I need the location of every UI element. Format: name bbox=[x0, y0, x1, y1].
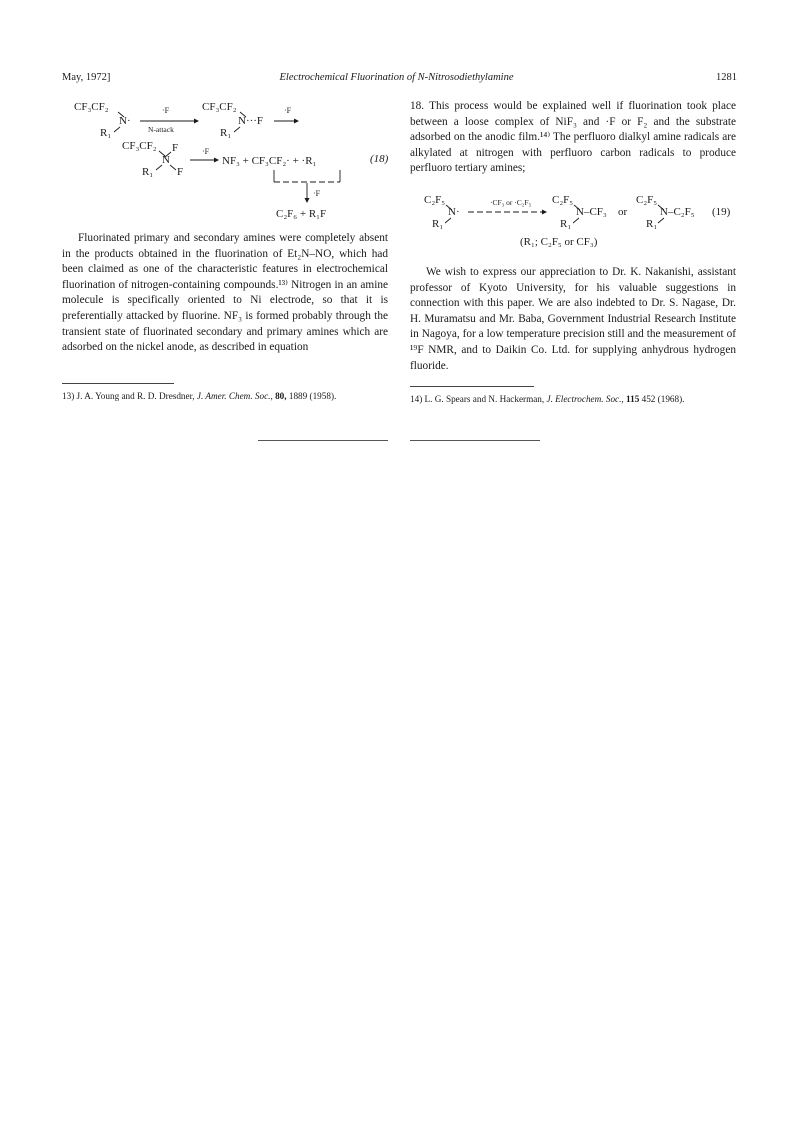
s19-product1-r: R₁ bbox=[560, 218, 572, 230]
footnote-14-number: 14) bbox=[410, 394, 423, 404]
s18-r2-f-top: F bbox=[172, 142, 179, 154]
footnote-13-volume: 80, bbox=[275, 391, 287, 401]
s18-r1-arrow2-head bbox=[294, 119, 299, 124]
footnote-14-journal: J. Electrochem. Soc., bbox=[546, 394, 624, 404]
header-page-number: 1281 bbox=[716, 72, 737, 83]
footnote-14 bbox=[410, 393, 736, 405]
footnote-rule-left bbox=[62, 383, 174, 384]
s18-r2-products: NF₃ + CF₃CF₂· + ·R₁ bbox=[222, 155, 317, 167]
header-date: May, 1972] bbox=[62, 72, 111, 83]
footnote-13-pages: 1889 (1958). bbox=[288, 391, 337, 401]
s19-bond bbox=[573, 218, 579, 223]
s19-reactant-group: C₂F₅ bbox=[424, 194, 446, 206]
right-column bbox=[410, 99, 736, 177]
s19-product2-r: R₁ bbox=[646, 218, 658, 230]
s19-bond bbox=[445, 218, 451, 223]
footnote-14-volume: 115 bbox=[626, 394, 640, 404]
s18-r3-products: C₂F₆ + R₁F bbox=[276, 208, 327, 220]
s19-product1-group: C₂F₅ bbox=[552, 194, 574, 206]
acknowledgment-text: We wish to express our appreciation to Dr. K. Nakanishi, assistant professor of Kyoto University, for his valuable suggestions in connection with this paper. We are also indebted to Dr. S. Nagase, Dr. H. Muramatsu and Mr. Baba, Government Industrial Research Institute in Nagoya, for a low temperature precision still and the measurement of ¹⁹F NMR, and to Daikin Co. Ltd. for supplying anhydrous hydrogen fluoride. bbox=[410, 266, 736, 372]
s18-r1-reactant-r: R₁ bbox=[100, 127, 112, 139]
s18-r2-group: CF₃CF₂ bbox=[122, 140, 157, 152]
end-rule-right bbox=[410, 440, 540, 441]
s18-r1-arrowhead bbox=[194, 119, 199, 124]
left-paragraph: Fluorinated primary and secondary amines were completely absent in the products obtained in the fluorination of Et₂N–NO, which had been claimed as one of the characteristic features in electrochemical fluorination of nitrogen-containing compounds.¹³⁾ Nitrogen in an amine molecule is specifically oriented to Ni electrode, so that it is preferentially attacked by fluorine. NF₃ is formed probably through the transient state of fluorinated secondary and primary amines which are adsorbed on the nickel anode, as described in equation bbox=[62, 232, 388, 354]
s19-reactant-n: N· bbox=[448, 206, 460, 218]
left-column bbox=[62, 231, 388, 356]
s19-note: (R₁; C₂F₅ or CF₃) bbox=[520, 236, 598, 248]
s19-arrowhead bbox=[542, 210, 547, 215]
s18-r1-product-group: CF₃CF₂ bbox=[202, 101, 237, 113]
end-rule-left bbox=[258, 440, 388, 441]
right-paragraph: 18. This process would be explained well if fluorination took place between a loose complex of NiF₃ and ·F or F₂ and the substrate adsorbed on the anodic film.¹⁴⁾ The perfluoro dialkyl amine radicals are alkylated at nitrogen with perfluoro carbon radicals to produce perfluoro tertiary amines; bbox=[410, 100, 736, 175]
s19-reactant-r: R₁ bbox=[432, 218, 444, 230]
s18-r1-arrow2-label: ·F bbox=[284, 106, 292, 115]
s18-bond bbox=[156, 165, 162, 170]
s18-bond bbox=[170, 165, 176, 170]
s18-r2-n: N bbox=[162, 154, 170, 166]
s19-product1-n: N–CF₃ bbox=[576, 206, 607, 218]
s18-r2-r: R₁ bbox=[142, 166, 154, 178]
footnote-rule-right bbox=[410, 386, 534, 387]
s18-r2-arrow-label: ·F bbox=[202, 147, 210, 156]
s19-bond bbox=[658, 218, 664, 223]
s18-r1-reactant-group: CF₃CF₂ bbox=[74, 101, 109, 113]
s18-r1-arrow-label-top: ·F bbox=[162, 106, 170, 115]
s19-arrow-label: ·CF₃ or ·C₂F₅ bbox=[490, 198, 532, 207]
footnote-13 bbox=[62, 390, 388, 402]
s18-r1-product-r: R₁ bbox=[220, 127, 232, 139]
reaction-scheme-19 bbox=[410, 190, 740, 250]
footnote-13-number: 13) bbox=[62, 391, 75, 401]
s18-down-arrow-label: ·F bbox=[313, 189, 321, 198]
footnote-13-journal: J. Amer. Chem. Soc., bbox=[196, 391, 273, 401]
acknowledgment bbox=[410, 265, 736, 374]
footnote-14-pages: 452 (1968). bbox=[641, 394, 685, 404]
reaction-scheme-18 bbox=[62, 92, 402, 222]
s18-bond bbox=[114, 127, 120, 132]
s18-r2-f-bottom: F bbox=[177, 166, 184, 178]
footnote-13-authors: J. A. Young and R. D. Dresdner, bbox=[76, 391, 195, 401]
footnote-14-authors: L. G. Spears and N. Hackerman, bbox=[424, 394, 545, 404]
s18-r1-reactant-n: N· bbox=[119, 115, 131, 127]
s18-r2-arrowhead bbox=[214, 158, 219, 163]
s19-product2-n: N–C₂F₅ bbox=[660, 206, 695, 218]
header-title: Electrochemical Fluorination of N-Nitrosodiethylamine bbox=[279, 72, 514, 83]
s18-r1-arrow-label-bottom: N-attack bbox=[148, 125, 174, 134]
s18-bond bbox=[234, 127, 240, 132]
s18-equation-number: (18) bbox=[370, 153, 389, 165]
s19-product2-group: C₂F₅ bbox=[636, 194, 658, 206]
s19-equation-number: (19) bbox=[712, 206, 731, 218]
s19-or: or bbox=[618, 206, 628, 218]
s18-r1-product-nf: N···F bbox=[238, 115, 264, 127]
s18-down-arrowhead bbox=[305, 198, 310, 203]
